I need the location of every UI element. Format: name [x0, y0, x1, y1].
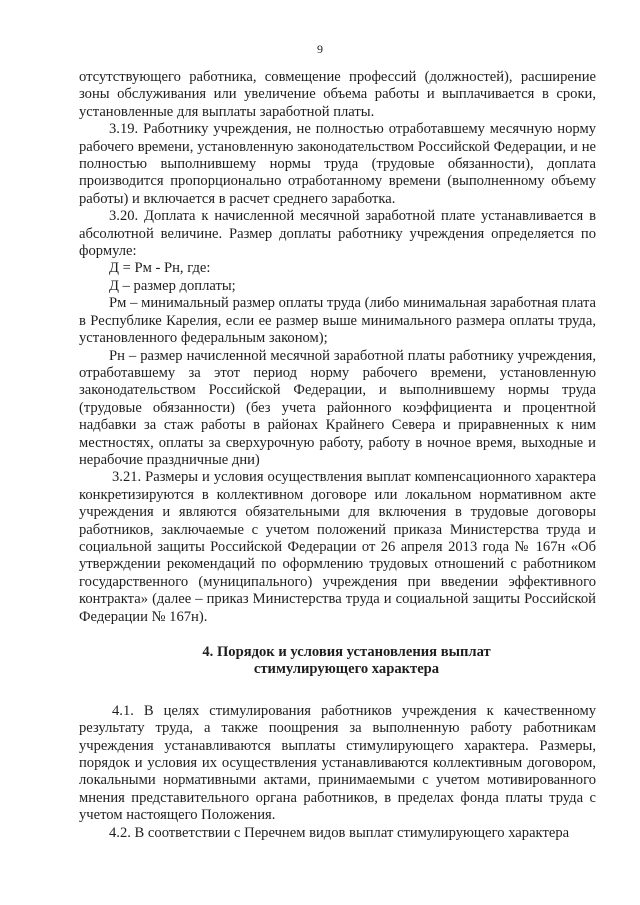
- page-number: 9: [317, 42, 323, 56]
- paragraph-3-20: 3.20. Доплата к начисленной месячной заработной плате устанавливается в абсолютной величине. Размер доплаты работнику учреждения определяется по формуле:: [79, 208, 596, 260]
- paragraph-4-1: 4.1. В целях стимулирования работников учреждения к качественному результату труда, а также поощрения за выполненную работу работникам учреждения устанавливаются выплаты стимулирующего характера. Размеры, порядок и условия их осуществления устанавливаются коллективным договором, локальными нормативными актами, принимаемыми с учетом мотивированного мнения представительного органа работников, в пределах фонда платы труда с учетом настоящего Положения.: [79, 702, 596, 824]
- document-body: [79, 69, 596, 842]
- paragraph-3-21: 3.21. Размеры и условия осуществления выплат компенсационного характера конкретизируются в коллективном договоре или локальном нормативном акте учреждения и являются обязательными для включения в трудовые договоры работников, заключаемые с учетом положений приказа Министерства труда и социальной защиты Российской Федерации от 26 апреля 2013 года № 167н «Об утверждении рекомендаций по оформлению трудовых отношений с работником государственного (муниципального) учреждения при введении эффективного контракта» (далее – приказ Министерства труда и социальной защиты Российской Федерации № 167н).: [79, 469, 596, 625]
- definition-rn: Рн – размер начисленной месячной заработной платы работнику учреждения, отработавшему за этот период норму рабочего времени, установленную законодательством Российской Федерации, и выполнившему нормы труда (трудовые обязанности) (без учета районного коэффициента и процентной надбавки за стаж работы в районах Крайнего Севера и приравненных к ним местностях, оплаты за сверхурочную работу, работу в ночное время, выходные и нерабочие праздничные дни): [79, 347, 596, 468]
- definition-d: Д – размер доплаты;: [109, 277, 236, 294]
- paragraph-continuation: отсутствующего работника, совмещение профессий (должностей), расширение зоны обслуживания или увеличение объема работы и выплачивается в сроки, установленные для выплаты заработной платы.: [79, 69, 596, 120]
- section-heading: [79, 644, 596, 679]
- formula-line: Д = Рм - Рн, где:: [109, 260, 211, 277]
- section-heading-line2: стимулирующего характера: [253, 661, 440, 678]
- paragraph-3-19: 3.19. Работнику учреждения, не полностью отработавшему месячную норму рабочего времени, установленную законодательством Российской Федерации, и не полностью выполнившему нормы труда (трудовые обязанности), доплата производится пропорционально отработанному времени (выполненному объему работы) и включается в расчет среднего заработка.: [79, 121, 596, 207]
- definition-rm: Рм – минимальный размер оплаты труда (либо минимальная заработная плата в Республике Карелия, если ее размер выше минимального размера оплаты труда, установленного федеральным законом);: [79, 295, 596, 347]
- paragraph-4-2: 4.2. В соответствии с Перечнем видов выплат стимулирующего характера: [109, 824, 570, 841]
- section-heading-line1: 4. Порядок и условия установления выплат: [202, 644, 491, 660]
